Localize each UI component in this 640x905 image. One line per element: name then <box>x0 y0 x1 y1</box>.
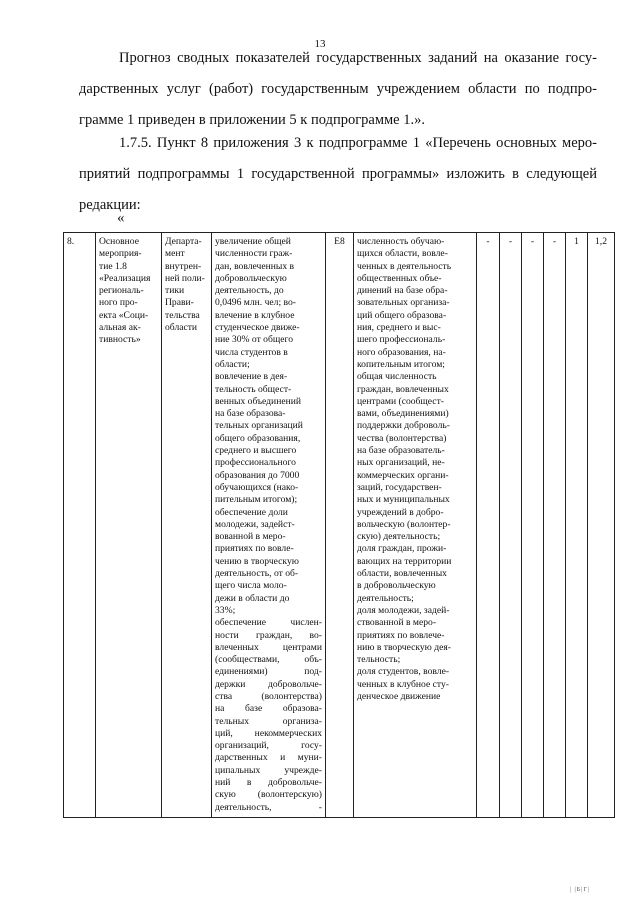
activity-name-cell <box>96 233 162 818</box>
expected-result-line: ципальных учрежде- <box>215 764 322 776</box>
indicator-line: учреждений в добро- <box>357 506 444 518</box>
expected-result-line: обучающихся (нако- <box>215 481 299 493</box>
expected-result-line: щего числа моло- <box>215 580 287 592</box>
indicator-line: общественных объе- <box>357 272 442 284</box>
indicator-line: скую) деятельность; <box>357 531 441 543</box>
expected-result-line: среднего и высшего <box>215 445 297 457</box>
expected-result-line: молодежи, задейст- <box>215 518 295 530</box>
expected-result-line: увеличение общей <box>215 236 291 247</box>
expected-result-line: венных объединений <box>215 395 301 407</box>
expected-result-line: единениями) под- <box>215 666 322 678</box>
indicator-line: зовательных организа- <box>357 297 450 309</box>
expected-result-line: ние 30% от общего <box>215 334 293 346</box>
paragraph-line: грамме 1 приведен в приложении 5 к подпрограмме 1.». <box>79 112 425 128</box>
activity-name-line: ного про- <box>99 297 138 309</box>
indicator-line: денческое движение <box>357 690 441 702</box>
indicator-line: шего профессиональ- <box>357 334 446 346</box>
expected-result-line: приятиях по вовле- <box>215 543 294 555</box>
project-code: Е8 <box>326 233 354 818</box>
indicator-line: ного образования, на- <box>357 346 446 358</box>
executor-line: тельства <box>165 309 200 321</box>
indicator-line: тельность; <box>357 654 401 666</box>
executor-line: внутрен- <box>165 260 202 272</box>
executor-line: мент <box>165 248 185 260</box>
paragraph-line: Прогноз сводных показателей государственных заданий на оказание госу- <box>119 50 597 66</box>
expected-results-cell <box>212 233 326 818</box>
expected-result-line: дан, вовлеченных в <box>215 260 295 272</box>
activity-name-line: екта «Соци- <box>99 309 149 321</box>
expected-result-line: влечение в клубное <box>215 309 295 321</box>
executor-line: тики <box>165 285 185 297</box>
activity-name-line: тие 1.8 <box>99 260 127 272</box>
value-cell: 1 <box>566 233 588 818</box>
expected-result-line: образования до 7000 <box>215 469 300 481</box>
row-number: 8. <box>64 233 96 818</box>
executor-cell <box>162 233 212 818</box>
executor-line: Прави- <box>165 297 194 309</box>
value-cell: 1,2 <box>588 233 615 818</box>
value-cell: - <box>500 233 522 818</box>
expected-result-line: студенческое движе- <box>215 322 300 334</box>
activity-name-line: Основное <box>99 236 139 247</box>
expected-result-line: 33%; <box>215 604 236 616</box>
indicator-line: общая численность <box>357 371 437 383</box>
indicator-line: ций общего образова- <box>357 309 447 321</box>
indicator-line: численность обучаю- <box>357 236 445 247</box>
activity-name-line: мероприя- <box>99 248 142 260</box>
indicator-line: ния, среднего и выс- <box>357 322 441 334</box>
indicator-line: на базе образователь- <box>357 445 445 457</box>
activity-name-line: тивность» <box>99 334 141 346</box>
expected-result-line: численности граж- <box>215 248 293 260</box>
executor-line: ней поли- <box>165 272 205 284</box>
indicator-line: поддержки доброволь- <box>357 420 450 432</box>
expected-result-line: тельность общест- <box>215 383 292 395</box>
indicator-line: граждан, вовлеченных <box>357 383 449 395</box>
expected-result-line: (сообществами, объ- <box>215 654 322 666</box>
indicator-line: нию в творческую дея- <box>357 641 451 653</box>
indicator-line: ченных в деятельность <box>357 260 452 272</box>
expected-result-line: на базе образова- <box>215 408 286 420</box>
activity-name-line: «Реализация <box>99 272 151 284</box>
indicator-line: коммерческих органи- <box>357 469 449 481</box>
indicator-line: вающих на территории <box>357 555 452 567</box>
indicator-line: копительным итогом; <box>357 358 445 370</box>
executor-line: области <box>165 322 198 334</box>
indicator-line: ствованной в меро- <box>357 617 437 629</box>
expected-result-line: дарственных и муни- <box>215 752 322 764</box>
paragraph-line: редакции: <box>79 197 141 213</box>
expected-result-line: обеспечение числен- <box>215 617 322 629</box>
indicator-line: ченных в клубное сту- <box>357 678 449 690</box>
value-cell: - <box>522 233 544 818</box>
indicator-line: заций, государствен- <box>357 481 442 493</box>
indicator-line: приятиях по вовлече- <box>357 629 445 641</box>
indicator-line: доля граждан, прожи- <box>357 543 447 555</box>
expected-result-line: ций, некоммерческих <box>215 727 322 739</box>
expected-result-line: вовлечение в дея- <box>215 371 288 383</box>
expected-result-line: деятельность, от об- <box>215 568 299 580</box>
expected-result-line: 0,0496 млн. чел; во- <box>215 297 296 309</box>
expected-result-line: области; <box>215 358 250 370</box>
activity-name-line: региональ- <box>99 285 144 297</box>
paragraph-forecast <box>79 43 597 136</box>
table-row <box>64 233 615 818</box>
expected-result-line: числа студентов в <box>215 346 288 358</box>
page-number: 13 <box>314 38 326 50</box>
expected-result-line: вованной в меро- <box>215 531 286 543</box>
paragraph-line: дарственных услуг (работ) государственным учреждением области по подпро- <box>79 81 597 97</box>
indicator-line: чества (волонтерства) <box>357 432 447 444</box>
expected-result-line: держки добровольче- <box>215 678 322 690</box>
expected-result-line: на базе образова- <box>215 703 322 715</box>
indicator-line: области, вовлеченных <box>357 568 447 580</box>
indicator-line: динений на базе обра- <box>357 285 448 297</box>
activities-table <box>63 232 615 818</box>
expected-result-line: пительным итогом); <box>215 494 298 506</box>
footer-mark: | |Б|Г| <box>569 887 590 893</box>
expected-result-line: тельных организа- <box>215 715 322 727</box>
expected-result-line: дежи в области до <box>215 592 290 604</box>
value-cell: - <box>477 233 500 818</box>
indicator-line: ных организаций, не- <box>357 457 445 469</box>
indicator-line: деятельность; <box>357 592 414 604</box>
indicator-line: ных и муниципальных <box>357 494 450 506</box>
expected-result-line: ности граждан, во- <box>215 629 322 641</box>
expected-result-line: ний в добровольче- <box>215 777 322 789</box>
indicator-line: центрами (сообщест- <box>357 395 444 407</box>
expected-result-line: чению в творческую <box>215 555 299 567</box>
indicator-line: в добровольческую <box>357 580 436 592</box>
indicator-line: вами, объединениями) <box>357 408 449 420</box>
executor-line: Департа- <box>165 236 202 247</box>
indicator-line: щихся области, вовле- <box>357 248 448 260</box>
expected-result-line: влеченных центрами <box>215 641 322 653</box>
expected-result-line: деятельность, - <box>215 801 322 813</box>
paragraph-line: приятий подпрограммы 1 государственной программы» изложить в следующей <box>79 166 597 182</box>
expected-result-line: ства (волонтерства) <box>215 690 322 702</box>
paragraph-item-1-7-5 <box>79 128 597 221</box>
expected-result-line: тельных организаций <box>215 420 303 432</box>
expected-result-line: организаций, госу- <box>215 740 322 752</box>
expected-result-line: общего образования, <box>215 432 301 444</box>
indicator-line: вольческую (волонтер- <box>357 518 451 530</box>
expected-result-line: профессионального <box>215 457 296 469</box>
indicator-line: доля студентов, вовле- <box>357 666 450 678</box>
expected-result-line: деятельность, до <box>215 285 284 297</box>
indicator-line: доля молодежи, задей- <box>357 604 450 616</box>
indicators-cell <box>354 233 477 818</box>
expected-result-line: скую (волонтерскую) <box>215 789 322 801</box>
activity-name-line: альная ак- <box>99 322 141 334</box>
paragraph-line: 1.7.5. Пункт 8 приложения 3 к подпрограмме 1 «Перечень основных меро- <box>119 135 597 151</box>
expected-result-line: обеспечение доли <box>215 506 288 518</box>
expected-result-line: добровольческую <box>215 272 287 284</box>
opening-quote: « <box>117 210 125 226</box>
value-cell: - <box>544 233 566 818</box>
